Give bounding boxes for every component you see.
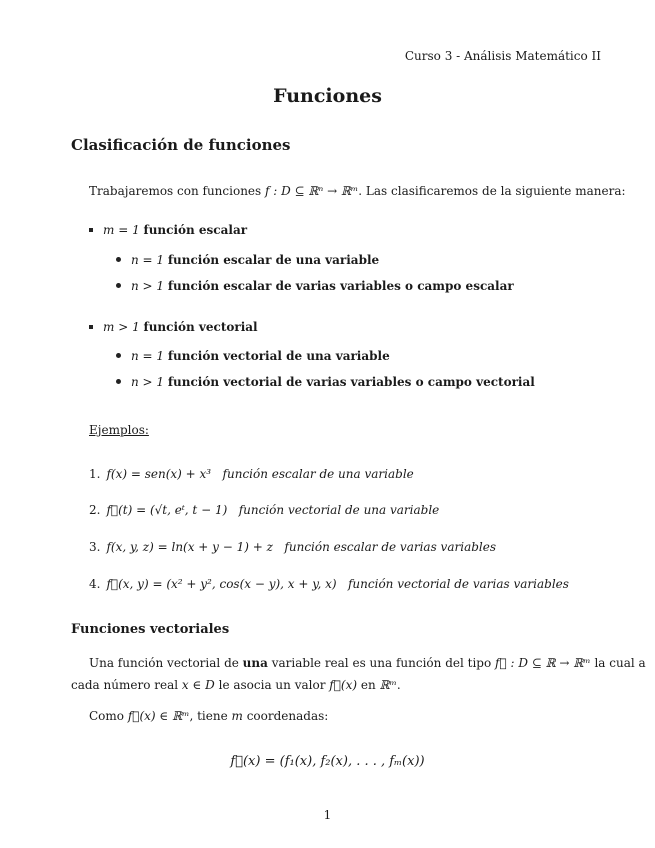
text-run: la cual a [590, 656, 646, 670]
subsection-title: Funciones vectoriales [71, 622, 230, 637]
subclass-label: función escalar de una variable [167, 253, 380, 267]
intro-math: f : D ⊆ ℝⁿ → ℝᵐ [265, 184, 359, 198]
example-formula: f(x, y, z) = ln(x + y − 1) + z [106, 540, 273, 554]
math-run: ℝᵐ [379, 678, 397, 692]
page-number: 1 [323, 808, 332, 822]
text-run: le asocia un valor [214, 678, 330, 692]
intro-paragraph [89, 184, 626, 198]
example-description: función vectorial de una variable [238, 503, 440, 517]
running-header: Curso 3 - Análisis Matemático II [404, 49, 601, 63]
example-item [89, 503, 439, 517]
math-run: x ∈ D [181, 678, 215, 692]
text-run: Como [89, 709, 128, 723]
display-equation: f⃗(x) = (f₁(x), f₂(x), . . . , fₘ(x)) [230, 754, 425, 769]
example-formula: f⃗(x, y) = (x² + y², cos(x − y), x + y, x) [106, 577, 337, 591]
vector-paragraph-line-2 [71, 678, 401, 692]
text-run: coordenadas: [242, 709, 329, 723]
classification-item-scalar [89, 223, 247, 237]
class-math: m = 1 [103, 223, 140, 237]
subclass-math: n = 1 [131, 253, 165, 267]
text-run: en [357, 678, 380, 692]
subclass-math: n = 1 [131, 349, 165, 363]
text-run: Una función vectorial de [89, 656, 243, 670]
square-bullet-icon [89, 228, 93, 232]
coordinates-paragraph [89, 709, 328, 723]
math-run: f⃗ : D ⊆ ℝ → ℝᵐ [495, 656, 591, 670]
math-run: f⃗(x) [329, 678, 358, 692]
round-bullet-icon [116, 379, 121, 384]
math-run: m [231, 709, 243, 723]
example-formula: f⃗(t) = (√t, eᵗ, t − 1) [106, 503, 228, 517]
example-number: 3. [89, 540, 101, 554]
example-description: función vectorial de varias variables [347, 577, 569, 591]
classification-item-vector [89, 320, 258, 334]
square-bullet-icon [89, 325, 93, 329]
section-title: Clasificación de funciones [71, 136, 291, 154]
example-formula: f(x) = sen(x) + x³ [106, 467, 212, 481]
examples-heading: Ejemplos: [89, 423, 149, 437]
page-title: Funciones [273, 85, 382, 107]
text-run: variable real es una función del tipo [267, 656, 496, 670]
example-description: función escalar de una variable [222, 467, 414, 481]
example-item [89, 577, 569, 591]
text-run: , tiene [189, 709, 232, 723]
example-number: 1. [89, 467, 101, 481]
classification-subitem [116, 349, 390, 363]
example-number: 2. [89, 503, 101, 517]
round-bullet-icon [116, 353, 121, 358]
text-run: . [396, 678, 401, 692]
math-run: f⃗(x) ∈ ℝᵐ [127, 709, 190, 723]
example-number: 4. [89, 577, 101, 591]
subclass-math: n > 1 [131, 375, 165, 389]
intro-text-2: . Las clasificaremos de la siguiente manera: [358, 184, 626, 198]
subclass-label: función vectorial de una variable [167, 349, 390, 363]
bold-run: una [242, 656, 268, 670]
example-item [89, 540, 496, 554]
subclass-label: función escalar de varias variables o campo escalar [167, 279, 514, 293]
example-description: función escalar de varias variables [284, 540, 496, 554]
classification-subitem [116, 253, 379, 267]
class-label: función escalar [143, 223, 248, 237]
round-bullet-icon [116, 257, 121, 262]
subclass-label: función vectorial de varias variables o campo vectorial [167, 375, 535, 389]
class-label: función vectorial [143, 320, 258, 334]
class-math: m > 1 [103, 320, 140, 334]
subclass-math: n > 1 [131, 279, 165, 293]
classification-subitem [116, 279, 514, 293]
example-item [89, 467, 414, 481]
intro-text-1: Trabajaremos con funciones [89, 184, 265, 198]
text-run: cada número real [71, 678, 182, 692]
round-bullet-icon [116, 283, 121, 288]
classification-subitem [116, 375, 535, 389]
vector-paragraph-line-1 [89, 656, 646, 670]
